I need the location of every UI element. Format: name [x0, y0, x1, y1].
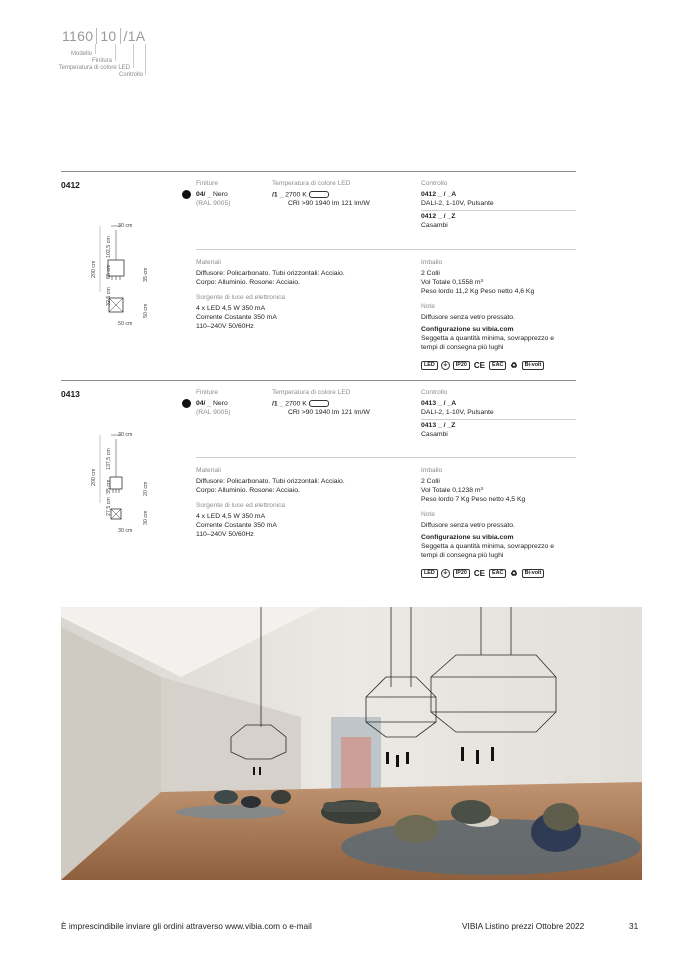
ce-mark: CE: [473, 569, 486, 578]
finish-swatch-black: [182, 399, 191, 408]
cri-line: CRI >90 1940 lm 121 lm/W: [288, 200, 370, 207]
eac-badge: EAC: [489, 361, 506, 370]
dim-side: 50 cm: [143, 303, 149, 318]
eac-badge: EAC: [489, 569, 506, 578]
control-2-code: 0413 _ / _Z: [421, 422, 456, 429]
model-number: 0412: [61, 180, 80, 190]
control-label: Controllo: [421, 180, 448, 187]
packaging-line-3: Peso lordo 7 Kg Peso netto 4,5 Kg: [421, 496, 526, 503]
finish-swatch-black: [182, 190, 191, 199]
materials-label: Materiali: [196, 467, 221, 474]
dim-top: 30 cm: [118, 432, 133, 438]
control-2-desc: Casambi: [421, 431, 448, 438]
finish-ral: (RAL 9005): [196, 200, 231, 207]
certification-badges: [421, 361, 544, 370]
packaging-line-2: Vol Totale 0,1558 m³: [421, 279, 483, 286]
materials-line-1: Diffusore: Policarbonato. Tubi orizzontali: Acciaio.: [196, 270, 345, 277]
legend-led-temp: Temperatura di colore LED: [58, 65, 130, 71]
recycle-icon: ♻: [510, 361, 518, 370]
finish-label: Finiture: [196, 180, 218, 187]
footer-price-list: VIBIA Listino prezzi Ottobre 2022: [462, 921, 585, 931]
dim-upper: 137,5 cm: [106, 448, 112, 470]
product-code: [62, 28, 148, 44]
legend-model: Modello: [70, 51, 92, 57]
product-drawing: [88, 431, 168, 539]
config-line-2: tempi di consegna più lughi: [421, 344, 504, 351]
recycle-icon: ♻: [510, 569, 518, 578]
notes-label: Note: [421, 511, 435, 518]
dim-mid: 65 cm: [106, 264, 112, 279]
packaging-line-1: 2 Colli: [421, 478, 440, 485]
notes-label: Note: [421, 303, 435, 310]
packaging-line-1: 2 Colli: [421, 270, 440, 277]
interior-photo: [61, 607, 642, 880]
code-model: 1160: [62, 28, 94, 44]
dim-top: 30 cm: [118, 223, 133, 229]
source-line-2: Corrente Costante 350 mA: [196, 314, 277, 321]
control-1-code: 0413 _ / _A: [421, 400, 457, 407]
materials-line-1: Diffusore: Policarbonato. Tubi orizzontali: Acciaio.: [196, 478, 345, 485]
packaging-label: Imballo: [421, 259, 443, 266]
led-badge: LED: [421, 569, 438, 578]
config-title: Configurazione su vibia.com: [421, 326, 514, 333]
notes-text: Diffusore senza vetro pressato.: [421, 314, 515, 321]
dim-height: 35 cm: [143, 267, 149, 282]
source-label: Sorgente di luce ed elettronica: [196, 502, 286, 509]
control-1-desc: DALI-2, 1-10V, Pulsante: [421, 200, 494, 207]
bivolt-badge: Bi-volt: [522, 569, 545, 578]
packaging-line-2: Vol Totale 0,1238 m³: [421, 487, 483, 494]
source-label: Sorgente di luce ed elettronica: [196, 294, 286, 301]
color-temp-value: /1 _ 2700 K: [272, 400, 329, 409]
finish-value: 04/ _ Nero: [196, 400, 228, 407]
notes-text: Diffusore senza vetro pressato.: [421, 522, 515, 529]
control-1-desc: DALI-2, 1-10V, Pulsante: [421, 409, 494, 416]
config-title: Configurazione su vibia.com: [421, 534, 514, 541]
product-drawing: [88, 222, 168, 330]
packaging-line-3: Peso lordo 11,2 Kg Peso netto 4,6 Kg: [421, 288, 535, 295]
color-temp-label: Temperatura di colore LED: [272, 389, 351, 396]
dim-lower: 27,5 cm: [106, 497, 112, 516]
control-2-code: 0412 _ / _Z: [421, 213, 456, 220]
dim-total: 200 cm: [91, 468, 97, 486]
bivolt-badge: Bi-volt: [522, 361, 545, 370]
page-number: 31: [629, 921, 639, 931]
source-line-1: 4 x LED 4,5 W 350 mA: [196, 305, 266, 312]
certification-badges: [421, 569, 544, 578]
packaging-label: Imballo: [421, 467, 443, 474]
finish-value: 04/ _ Nero: [196, 191, 228, 198]
legend-finish: Finitura: [91, 58, 112, 64]
dim-upper: 102,5 cm: [106, 236, 112, 258]
dim-mid: 35 cm: [106, 479, 112, 494]
finish-ral: (RAL 9005): [196, 409, 231, 416]
section-divider: [61, 380, 576, 381]
dim-base: 30 cm: [118, 528, 133, 534]
code-control: /1A: [120, 28, 149, 44]
footer-note: È imprescindibile inviare gli ordini attraverso www.vibia.com o e-mail: [61, 921, 312, 931]
code-finish: 10: [96, 28, 119, 44]
led-bar-icon: [309, 191, 329, 198]
config-line-1: Seggetta a quantità minima, sovrapprezzo e: [421, 543, 554, 550]
ce-mark: CE: [473, 361, 486, 370]
led-badge: LED: [421, 361, 438, 370]
control-1-code: 0412 _ / _A: [421, 191, 457, 198]
control-label: Controllo: [421, 389, 448, 396]
class-icon: ⏚: [442, 362, 448, 368]
class-icon: ⏚: [442, 570, 448, 576]
ip20-badge: IP20: [453, 569, 470, 578]
finish-label: Finiture: [196, 389, 218, 396]
legend-control: Controllo: [118, 72, 143, 78]
config-line-2: tempi di consegna più lughi: [421, 552, 504, 559]
led-bar-icon: [309, 400, 329, 407]
materials-label: Materiali: [196, 259, 221, 266]
cri-line: CRI >90 1940 lm 121 lm/W: [288, 409, 370, 416]
source-line-3: 110–240V 50/60Hz: [196, 323, 254, 330]
dim-base: 50 cm: [118, 321, 133, 327]
ip20-badge: IP20: [453, 361, 470, 370]
source-line-1: 4 x LED 4,5 W 350 mA: [196, 513, 266, 520]
materials-line-2: Corpo: Alluminio. Rosone: Acciaio.: [196, 487, 300, 494]
source-line-2: Corrente Costante 350 mA: [196, 522, 277, 529]
color-temp-value: /1 _ 2700 K: [272, 191, 329, 200]
dim-side: 30 cm: [143, 510, 149, 525]
dim-height: 20 cm: [143, 481, 149, 496]
section-divider: [61, 171, 576, 172]
color-temp-label: Temperatura di colore LED: [272, 180, 351, 187]
dim-total: 200 cm: [91, 260, 97, 278]
control-2-desc: Casambi: [421, 222, 448, 229]
materials-line-2: Corpo: Alluminio. Rosone: Acciaio.: [196, 279, 300, 286]
source-line-3: 110–240V 50/60Hz: [196, 531, 254, 538]
dim-lower: 32,5 cm: [106, 287, 112, 306]
model-number: 0413: [61, 389, 80, 399]
config-line-1: Seggetta a quantità minima, sovrapprezzo e: [421, 335, 554, 342]
